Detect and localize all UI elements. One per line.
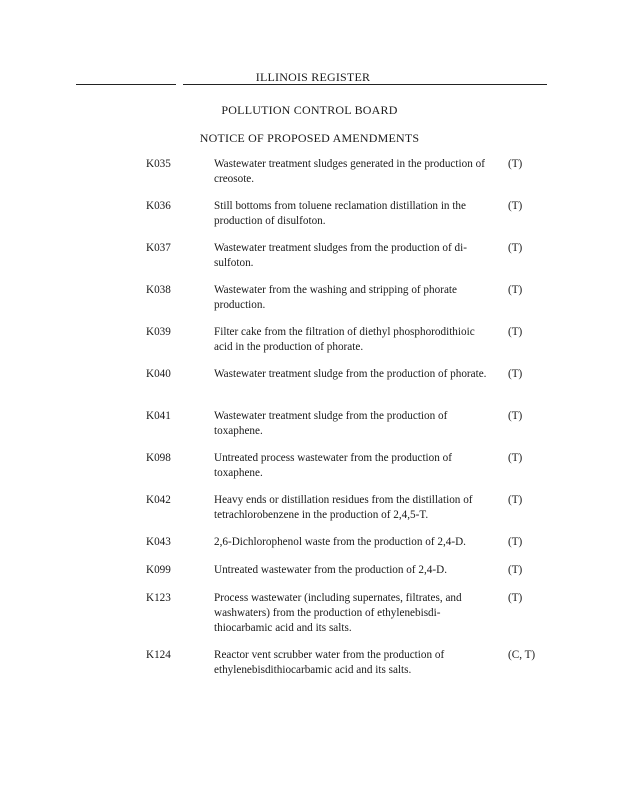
hazard-code: (T)	[508, 410, 523, 422]
hazard-code: (T)	[508, 494, 523, 506]
waste-description: Wastewater treatment sludge from the production of toxaphene.	[214, 410, 448, 437]
waste-code: K040	[146, 368, 171, 380]
waste-description: Still bottoms from toluene reclamation distillation in the production of disulfoton.	[214, 200, 466, 227]
header-rule-left	[76, 84, 176, 85]
waste-code: K037	[146, 242, 171, 254]
waste-row	[0, 157, 619, 199]
waste-description: Filter cake from the filtration of diethyl phosphorodithioic acid in the production of phorate.	[214, 326, 475, 353]
waste-code: K041	[146, 410, 171, 422]
waste-row	[0, 409, 619, 451]
waste-row	[0, 648, 619, 690]
board-title: POLLUTION CONTROL BOARD	[221, 103, 398, 117]
waste-code: K099	[146, 564, 171, 576]
hazard-code: (T)	[508, 200, 523, 212]
waste-code: K042	[146, 494, 171, 506]
hazard-code: (T)	[508, 368, 523, 380]
hazard-code: (T)	[508, 158, 523, 170]
hazard-code: (T)	[508, 592, 523, 604]
waste-code: K035	[146, 158, 171, 170]
waste-description: Wastewater treatment sludge from the production of phorate.	[214, 368, 487, 380]
waste-code: K123	[146, 592, 171, 604]
waste-description: Wastewater treatment sludges generated in the production of creosote.	[214, 158, 485, 185]
hazard-code: (T)	[508, 564, 523, 576]
waste-row	[0, 535, 619, 563]
hazard-code: (C, T)	[508, 649, 536, 661]
waste-description: Wastewater from the washing and stripping of phorate production.	[214, 284, 457, 311]
waste-row	[0, 563, 619, 591]
waste-code: K098	[146, 452, 171, 464]
waste-row	[0, 283, 619, 325]
hazard-code: (T)	[508, 284, 523, 296]
waste-description: Reactor vent scrubber water from the production of ethylenebisdithiocarbamic acid and its salts.	[214, 649, 445, 676]
waste-code: K036	[146, 200, 171, 212]
notice-title: NOTICE OF PROPOSED AMENDMENTS	[199, 131, 420, 145]
waste-code-list	[0, 157, 619, 690]
hazard-code: (T)	[508, 452, 523, 464]
waste-description: Heavy ends or distillation residues from the distillation of tetrachlorobenzene in the production of 2,4,5-T.	[214, 494, 473, 521]
waste-row	[0, 367, 619, 409]
hazard-code: (T)	[508, 242, 523, 254]
hazard-code: (T)	[508, 536, 523, 548]
waste-description: Untreated wastewater from the production of 2,4-D.	[214, 564, 447, 576]
hazard-code: (T)	[508, 326, 523, 338]
waste-code: K039	[146, 326, 171, 338]
waste-row	[0, 241, 619, 283]
waste-code: K043	[146, 536, 171, 548]
waste-code: K124	[146, 649, 171, 661]
waste-row	[0, 199, 619, 241]
waste-row	[0, 591, 619, 648]
waste-description: Process wastewater (including supernates, filtrates, and washwaters) from the production of ethylenebisdi-thiocarbamic acid and its salts.	[214, 592, 462, 634]
waste-row	[0, 325, 619, 367]
register-title: ILLINOIS REGISTER	[255, 70, 371, 84]
waste-code: K038	[146, 284, 171, 296]
waste-description: Wastewater treatment sludges from the production of di-sulfoton.	[214, 242, 467, 269]
waste-row	[0, 493, 619, 535]
waste-description: 2,6-Dichlorophenol waste from the production of 2,4-D.	[214, 536, 466, 548]
waste-row	[0, 451, 619, 493]
waste-description: Untreated process wastewater from the production of toxaphene.	[214, 452, 452, 479]
